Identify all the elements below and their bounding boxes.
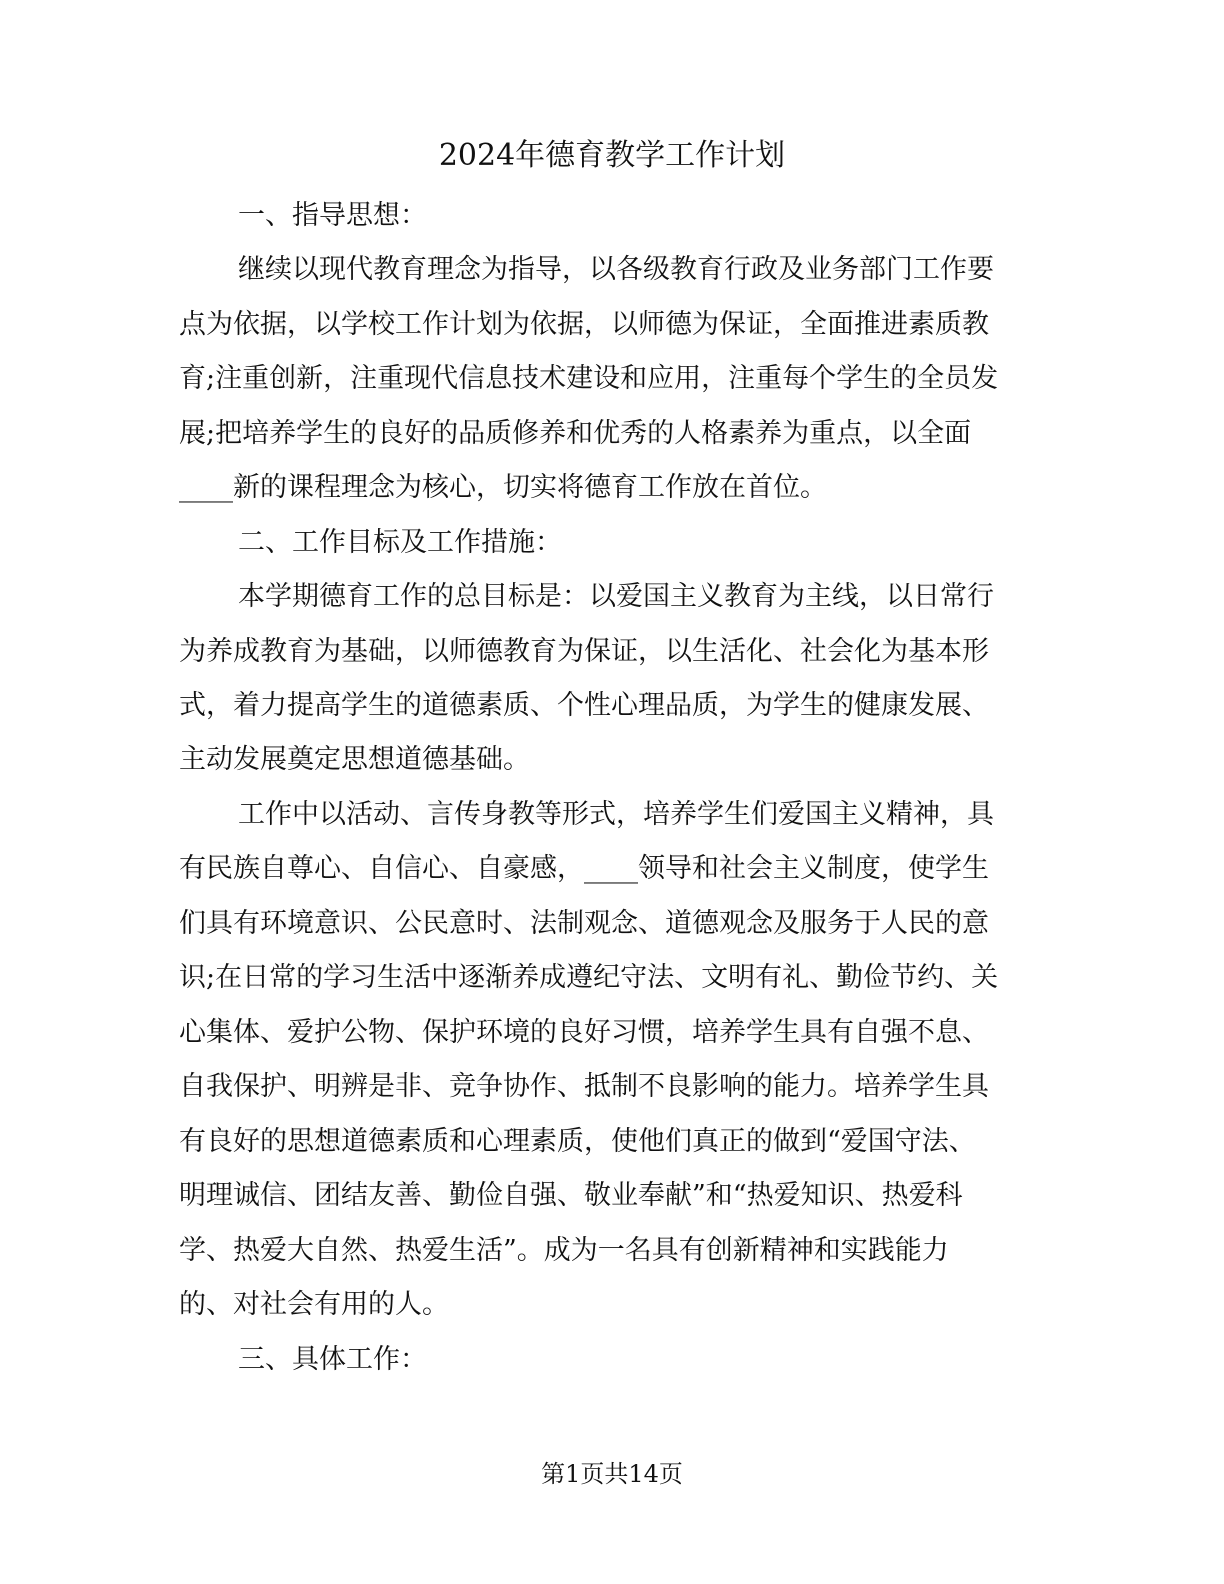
heading-guiding-ideology: 一、指导思想： bbox=[238, 200, 427, 231]
paragraph-line: 们具有环境意识、公民意时、法制观念、道德观念及服务于人民的意 bbox=[179, 908, 989, 939]
paragraph-line: 点为依据，以学校工作计划为依据，以师德为保证，全面推进素质教 bbox=[179, 309, 989, 340]
paragraph-line: 育;注重创新，注重现代信息技术建设和应用，注重每个学生的全员发 bbox=[179, 363, 999, 394]
paragraph-line: 工作中以活动、言传身教等形式，培养学生们爱国主义精神，具 bbox=[238, 799, 994, 830]
paragraph-line: 为养成教育为基础，以师德教育为保证，以生活化、社会化为基本形 bbox=[179, 636, 989, 667]
heading-goals-measures: 二、工作目标及工作措施： bbox=[238, 527, 562, 558]
paragraph-line: 式，着力提高学生的道德素质、个性心理品质，为学生的健康发展、 bbox=[179, 690, 989, 721]
page-title: 2024年德育教学工作计划 bbox=[438, 138, 786, 173]
paragraph-line: 的、对社会有用的人。 bbox=[179, 1289, 449, 1320]
paragraph-line: 有良好的思想道德素质和心理素质，使他们真正的做到“爱国守法、 bbox=[179, 1126, 976, 1157]
paragraph-line: ____新的课程理念为核心，切实将德育工作放在首位。 bbox=[179, 472, 827, 503]
paragraph-line: 心集体、爱护公物、保护环境的良好习惯，培养学生具有自强不息、 bbox=[179, 1017, 989, 1048]
heading-specific-work: 三、具体工作： bbox=[238, 1344, 427, 1375]
paragraph-line: 本学期德育工作的总目标是：以爱国主义教育为主线，以日常行 bbox=[238, 581, 994, 612]
paragraph-line: 展;把培养学生的良好的品质修养和优秀的人格素养为重点，以全面 bbox=[179, 418, 972, 449]
paragraph-line: 自我保护、明辨是非、竞争协作、抵制不良影响的能力。培养学生具 bbox=[179, 1071, 989, 1102]
page-number: 第1页共14页 bbox=[541, 1460, 683, 1488]
paragraph-line: 识;在日常的学习生活中逐渐养成遵纪守法、文明有礼、勤俭节约、关 bbox=[179, 962, 999, 993]
paragraph-line: 有民族自尊心、自信心、自豪感，____领导和社会主义制度，使学生 bbox=[179, 853, 989, 884]
paragraph-line: 主动发展奠定思想道德基础。 bbox=[179, 744, 530, 775]
paragraph-line: 明理诚信、团结友善、勤俭自强、敬业奉献”和“热爱知识、热爱科 bbox=[179, 1180, 963, 1211]
paragraph-line: 学、热爱大自然、热爱生活”。成为一名具有创新精神和实践能力 bbox=[179, 1235, 949, 1266]
paragraph-line: 继续以现代教育理念为指导，以各级教育行政及业务部门工作要 bbox=[238, 254, 994, 285]
